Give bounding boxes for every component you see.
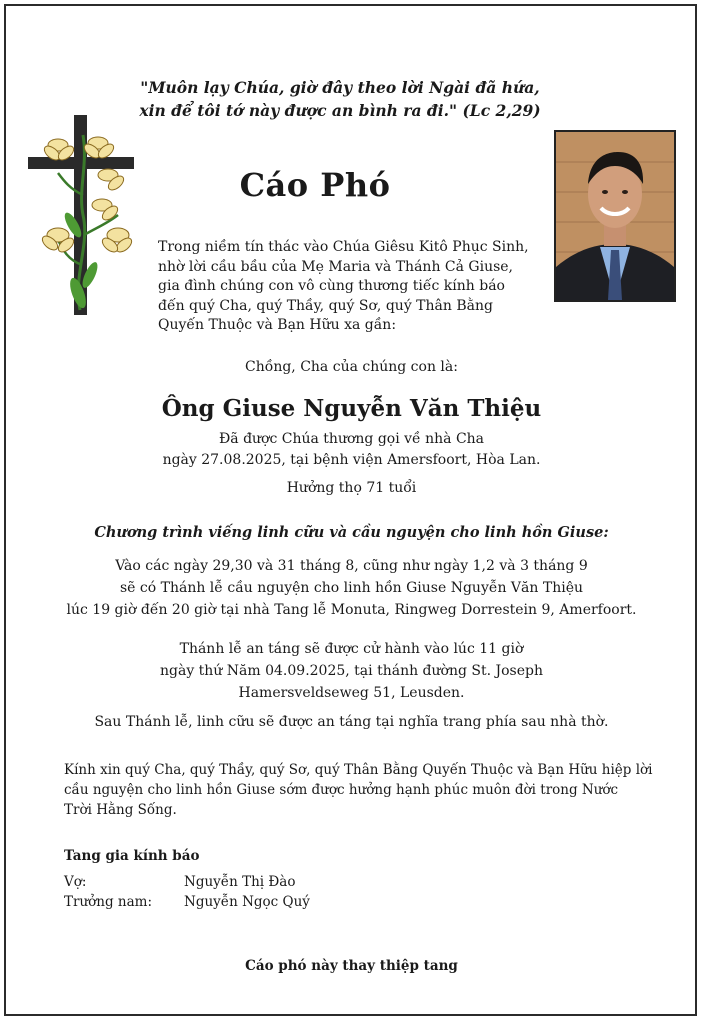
passing-line-2: ngày 27.08.2025, tại bệnh viện Amersfoort, Hòa Lan. bbox=[162, 452, 541, 468]
bible-quote bbox=[60, 76, 620, 122]
intro-line-1: Trong niềm tín thác vào Chúa Giêsu Kitô Phục Sinh, bbox=[158, 239, 529, 255]
cross-with-lilies-icon bbox=[28, 115, 138, 315]
quote-line-1: "Muôn lạy Chúa, giờ đây theo lời Ngài đã hứa, bbox=[140, 78, 540, 97]
passing-line-1: Đã được Chúa thương gọi về nhà Cha bbox=[218, 431, 485, 447]
intro-line-5: Quyến Thuộc và Bạn Hữu xa gần: bbox=[158, 317, 397, 333]
quote-line-2: xin để tôi tớ này được an bình ra đi." (Lc 2,29) bbox=[139, 101, 541, 120]
passing-notice bbox=[0, 429, 703, 471]
closing-line-1: Kính xin quý Cha, quý Thầy, quý Sơ, quý Thân Bằng Quyến Thuộc và Bạn Hữu hiệp lời bbox=[64, 762, 653, 778]
intro-line-4: đến quý Cha, quý Thầy, quý Sơ, quý Thân Bằng bbox=[158, 297, 493, 314]
program-line-3: lúc 19 giờ đến 20 giờ tại nhà Tang lễ Monuta, Ringweg Dorrestein 9, Amerfoort. bbox=[66, 602, 637, 618]
family-member-row bbox=[64, 873, 295, 892]
burial-line: Sau Thánh lễ, linh cữu sẽ được an táng tại nghĩa trang phía sau nhà thờ. bbox=[94, 714, 609, 730]
family-heading: Tang gia kính báo bbox=[64, 848, 200, 864]
intro-line-3: gia đình chúng con vô cùng thương tiếc kính báo bbox=[158, 278, 505, 294]
program-title: Chương trình viếng linh cữu và cầu nguyện cho linh hồn Giuse: bbox=[94, 524, 609, 541]
intro-line-2: nhờ lời cầu bầu của Mẹ Maria và Thánh Cả Giuse, bbox=[158, 258, 514, 275]
footer-note: Cáo phó này thay thiệp tang bbox=[245, 958, 458, 974]
family-member-name: Nguyễn Ngọc Quý bbox=[184, 894, 310, 910]
closing-line-3: Trời Hằng Sống. bbox=[64, 802, 177, 818]
mass-line-2: ngày thứ Năm 04.09.2025, tại thánh đường St. Joseph bbox=[160, 663, 543, 679]
relation-line: Chồng, Cha của chúng con là: bbox=[245, 359, 458, 375]
family-relation: Trưởng nam: bbox=[64, 894, 153, 910]
mass-line-3: Hamersveldseweg 51, Leusden. bbox=[238, 685, 465, 701]
family-relation: Vợ: bbox=[64, 874, 87, 890]
intro-paragraph bbox=[158, 238, 548, 336]
program-details bbox=[0, 555, 703, 621]
closing-paragraph bbox=[64, 760, 674, 820]
program-line-1: Vào các ngày 29,30 và 31 tháng 8, cũng như ngày 1,2 và 3 tháng 9 bbox=[115, 558, 588, 574]
portrait-photo bbox=[554, 130, 676, 302]
page-title: Cáo Phó bbox=[239, 166, 391, 204]
closing-line-2: cầu nguyện cho linh hồn Giuse sớm được hưởng hạnh phúc muôn đời trong Nước bbox=[64, 782, 619, 798]
family-member-name: Nguyễn Thị Đào bbox=[184, 874, 296, 890]
family-member-row bbox=[64, 893, 310, 912]
mass-line-1: Thánh lễ an táng sẽ được cử hành vào lúc 11 giờ bbox=[179, 641, 524, 657]
deceased-name: Ông Giuse Nguyễn Văn Thiệu bbox=[161, 395, 542, 422]
age-line: Hưởng thọ 71 tuổi bbox=[286, 480, 417, 496]
program-line-2: sẽ có Thánh lễ cầu nguyện cho linh hồn Giuse Nguyễn Văn Thiệu bbox=[119, 580, 583, 596]
funeral-mass bbox=[0, 638, 703, 704]
